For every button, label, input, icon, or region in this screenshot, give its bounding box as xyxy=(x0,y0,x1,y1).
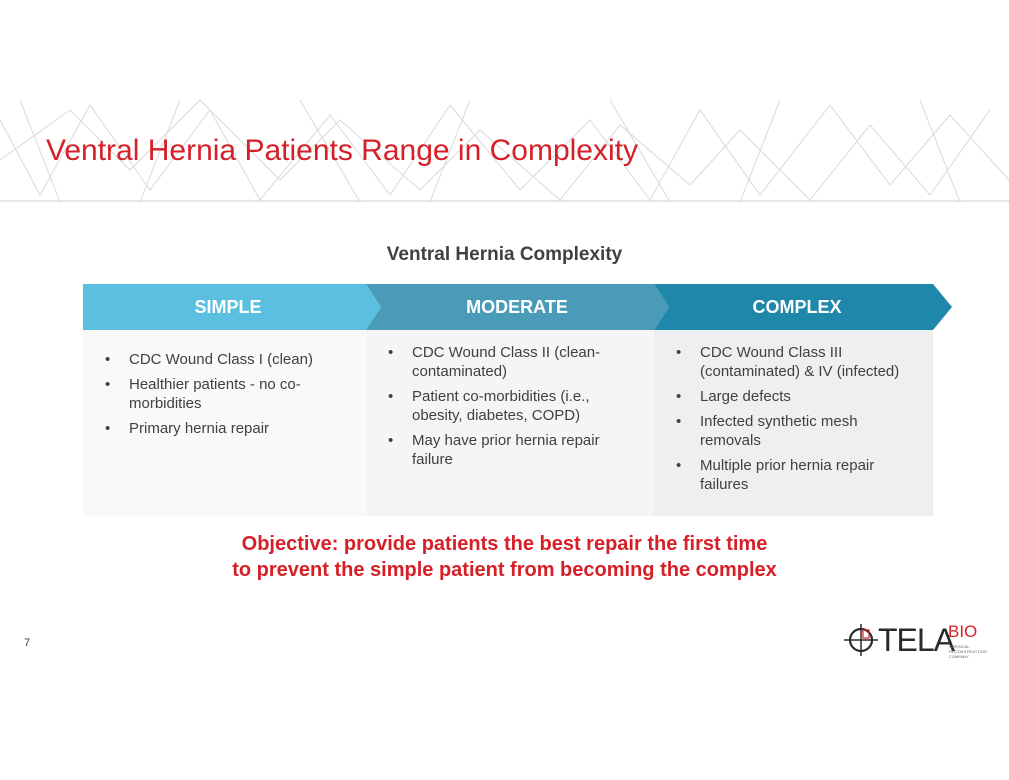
simple-bullet-list xyxy=(105,350,352,438)
list-item: • Infected synthetic mesh removals xyxy=(676,412,919,450)
list-item: • Healthier patients - no co-morbidities xyxy=(105,375,352,413)
list-item: • Patient co-morbidities (i.e., obesity, diabetes, COPD) xyxy=(388,387,640,425)
logo-bio: BIO xyxy=(948,622,978,641)
complex-column xyxy=(654,330,933,516)
moderate-bullet-list xyxy=(388,343,640,469)
logo-wordmark: TELA xyxy=(878,622,955,658)
logo-tagline: SURGICAL RECONSTRUCTION COMPANY xyxy=(949,644,987,659)
list-item: • CDC Wound Class II (clean-contaminated) xyxy=(388,343,640,381)
page-number: 7 xyxy=(24,637,31,649)
list-item: • Multiple prior hernia repair failures xyxy=(676,456,919,494)
target-crosshair-icon xyxy=(842,620,878,660)
list-item: • Large defects xyxy=(676,387,919,406)
objective-line-2: to prevent the simple patient from becoming the complex xyxy=(232,559,777,581)
complex-label: COMPLEX xyxy=(752,297,842,317)
objective-statement xyxy=(0,531,1009,583)
moderate-label: MODERATE xyxy=(466,297,568,317)
simple-label: SIMPLE xyxy=(194,297,262,317)
list-item: • CDC Wound Class I (clean) xyxy=(105,350,352,369)
moderate-column xyxy=(366,330,654,516)
company-logo xyxy=(842,620,992,660)
objective-line-1: Objective: provide patients the best repair the first time xyxy=(241,533,768,555)
chart-title: Ventral Hernia Complexity xyxy=(386,244,623,265)
slide-title: Ventral Hernia Patients Range in Complexity xyxy=(46,134,638,167)
list-item: • Primary hernia repair xyxy=(105,419,352,438)
simple-column xyxy=(83,330,366,516)
list-item: • May have prior hernia repair failure xyxy=(388,431,640,469)
complex-bullet-list xyxy=(676,343,919,494)
list-item: • CDC Wound Class III (contaminated) & IV (infected) xyxy=(676,343,919,381)
